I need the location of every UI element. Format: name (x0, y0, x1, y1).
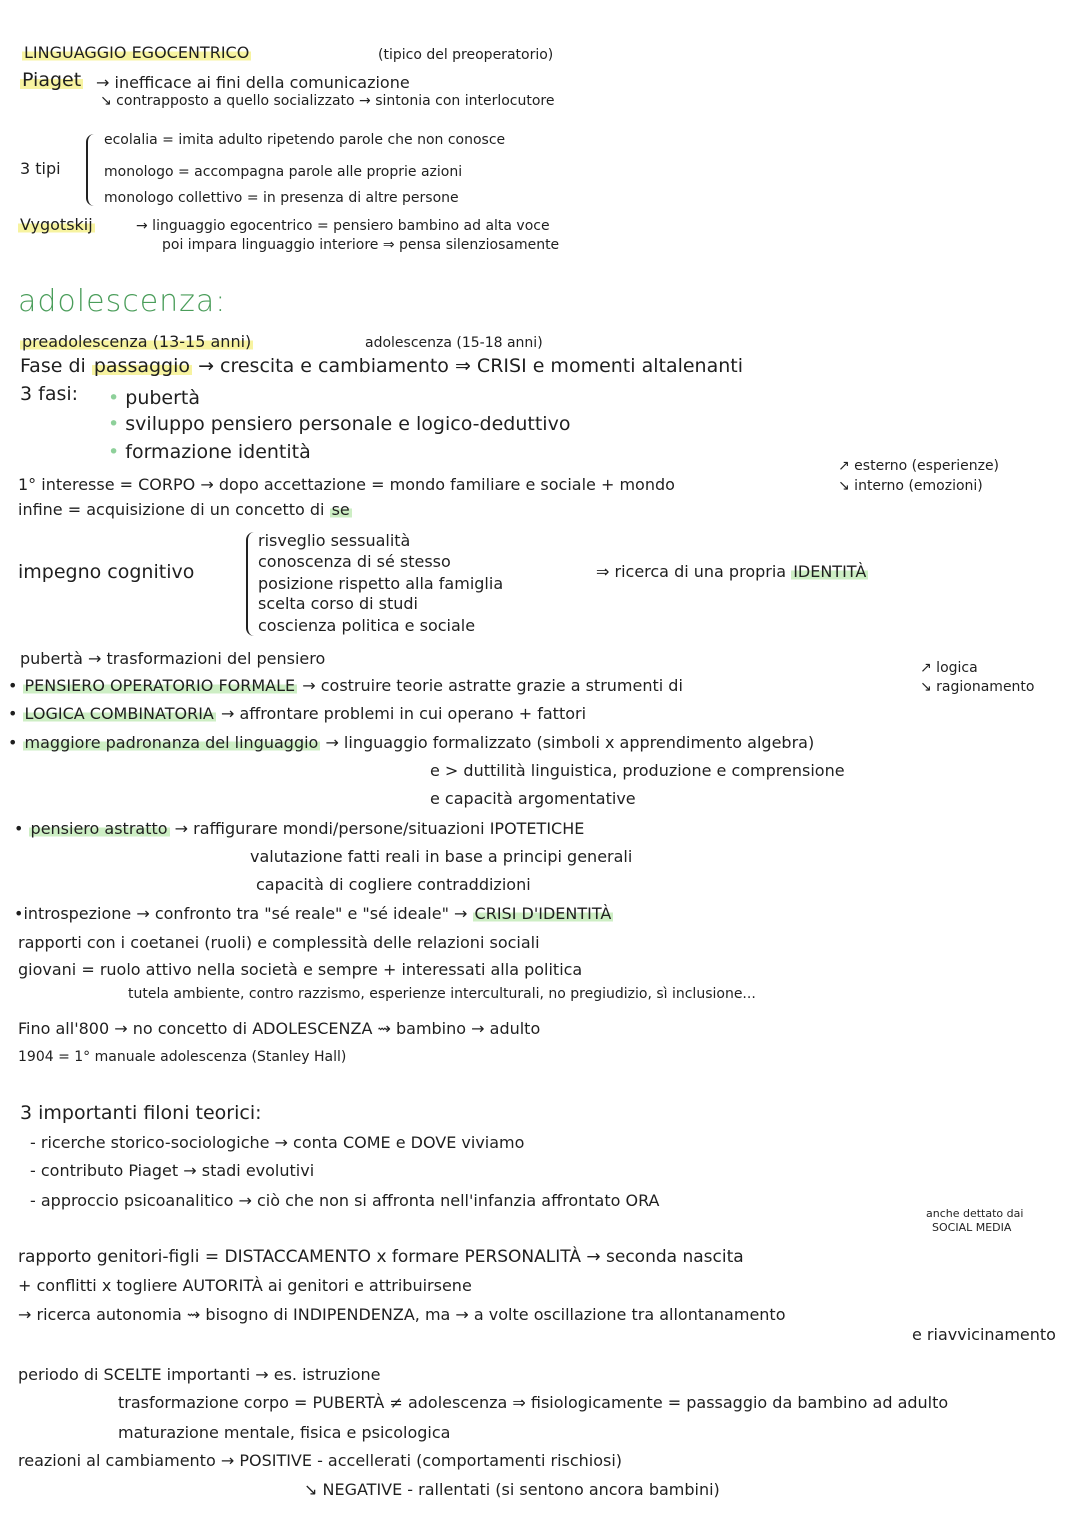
section-title-ego: LINGUAGGIO EGOCENTRICO (24, 43, 250, 62)
giovani: giovani = ruolo attivo nella società e sempre + interessati alla politica (18, 960, 583, 979)
astratto-2: valutazione fatti reali in base a principi generali (250, 847, 633, 866)
imp-2: conoscenza di sé stesso (258, 552, 451, 571)
fase-passaggio: Fase di passaggio → crescita e cambiamento ⇒ CRISI e momenti altalenanti (20, 355, 744, 377)
fase-1: • pubertà (108, 387, 201, 409)
fino-800: Fino all'800 → no concetto di ADOLESCENZA ⇝ bambino → adulto (18, 1019, 541, 1038)
social-note-1: anche dettato dai (926, 1207, 1024, 1220)
section-title-adolescenza: adolescenza: (18, 284, 227, 319)
ricerca-identita: ⇒ ricerca di una propria IDENTITÀ (596, 562, 867, 581)
fase-2: • sviluppo pensiero personale e logico-deduttivo (108, 413, 571, 435)
bullet-linguaggio: • maggiore padronanza del linguaggio → linguaggio formalizzato (simboli x apprendimento algebra) (8, 733, 815, 752)
trasformazione: trasformazione corpo = PUBERTÀ ≠ adolescenza ⇒ fisiologicamente = passaggio da bambino ad adulto (118, 1393, 949, 1412)
infine: infine = acquisizione di un concetto di se (18, 500, 350, 519)
linguaggio-e1: e > duttilità linguistica, produzione e comprensione (430, 761, 845, 780)
filoni-title: 3 importanti filoni teorici: (20, 1102, 262, 1124)
vyg-line-2: poi impara linguaggio interiore ⇒ pensa silenziosamente (162, 237, 560, 253)
manuale-1904: 1904 = 1° manuale adolescenza (Stanley Hall) (18, 1049, 347, 1065)
rapporti-coetanei: rapporti con i coetanei (ruoli) e complessità delle relazioni sociali (18, 933, 540, 952)
filone-3: - approccio psicoanalitico → ciò che non si affronta nell'infanzia affrontato ORA (30, 1191, 660, 1210)
piaget-line-1: → inefficace ai fini della comunicazione (96, 73, 410, 92)
maturazione: maturazione mentale, fisica e psicologica (118, 1423, 451, 1442)
preadolescenza: preadolescenza (13-15 anni) (22, 332, 252, 351)
brace-impegno (246, 532, 258, 636)
imp-4: scelta corso di studi (258, 594, 418, 613)
puberta: pubertà → trasformazioni del pensiero (20, 649, 326, 668)
bullet-pof: • PENSIERO OPERATORIO FORMALE → costruire teorie astratte grazie a strumenti di (8, 676, 683, 695)
fasi-label: 3 fasi: (20, 383, 79, 405)
tutela: tutela ambiente, contro razzismo, esperienze interculturali, no pregiudizio, sì inclusione... (128, 986, 756, 1002)
bullet-astratto: • pensiero astratto → raffigurare mondi/persone/situazioni IPOTETICHE (14, 819, 585, 838)
bullet-logica: • LOGICA COMBINATORIA → affrontare problemi in cui operano + fattori (8, 704, 587, 723)
astratto-3: capacità di cogliere contraddizioni (256, 875, 531, 894)
vygotskij-label: Vygotskij (20, 215, 93, 234)
esterno: ↗ esterno (esperienze) (838, 458, 1000, 474)
ego-note: (tipico del preoperatorio) (378, 47, 554, 63)
filone-2: - contributo Piaget → stadi evolutivi (30, 1161, 315, 1180)
reazioni-negative: ↘ NEGATIVE - rallentati (si sentono ancora bambini) (304, 1480, 720, 1499)
filone-1: - ricerche storico-sociologiche → conta COME e DOVE viviamo (30, 1133, 525, 1152)
adolescenza-range: adolescenza (15-18 anni) (365, 335, 543, 351)
riavvicinamento: e riavvicinamento (912, 1325, 1056, 1344)
piaget-line-2: ↘ contrapposto a quello socializzato → sintonia con interlocutore (100, 93, 555, 109)
brace-tipi (86, 134, 98, 206)
logica: ↗ logica (920, 660, 978, 676)
linguaggio-e2: e capacità argomentative (430, 789, 636, 808)
interno: ↘ interno (emozioni) (838, 478, 983, 494)
tipo-3: monologo collettivo = in presenza di altre persone (104, 190, 459, 206)
tipo-2: monologo = accompagna parole alle proprie azioni (104, 164, 463, 180)
autonomia: → ricerca autonomia ⇝ bisogno di INDIPENDENZA, ma → a volte oscillazione tra allontanamento (18, 1305, 786, 1324)
impegno-label: impegno cognitivo (18, 561, 195, 583)
tipi-label: 3 tipi (20, 159, 61, 178)
interesse: 1° interesse = CORPO → dopo accettazione = mondo familiare e sociale + mondo (18, 475, 675, 494)
piaget-label: Piaget (22, 69, 82, 91)
conflitti: + conflitti x togliere AUTORITÀ ai genitori e attribuirsene (18, 1276, 472, 1295)
tipo-1: ecolalia = imita adulto ripetendo parole che non conosce (104, 132, 506, 148)
fase-3: • formazione identità (108, 441, 311, 463)
social-note-2: SOCIAL MEDIA (932, 1221, 1012, 1234)
imp-1: risveglio sessualità (258, 531, 411, 550)
rapporto-genitori: rapporto genitori-figli = DISTACCAMENTO x formare PERSONALITÀ → seconda nascita (18, 1247, 744, 1267)
reazioni: reazioni al cambiamento → POSITIVE - accellerati (comportamenti rischiosi) (18, 1451, 623, 1470)
ragionamento: ↘ ragionamento (920, 679, 1035, 695)
imp-3: posizione rispetto alla famiglia (258, 574, 504, 593)
imp-5: coscienza politica e sociale (258, 616, 476, 635)
vyg-line-1: → linguaggio egocentrico = pensiero bambino ad alta voce (136, 218, 550, 234)
scelte: periodo di SCELTE importanti → es. istruzione (18, 1365, 381, 1384)
introspezione: •introspezione → confronto tra "sé reale" e "sé ideale" → CRISI D'IDENTITÀ (14, 904, 612, 923)
